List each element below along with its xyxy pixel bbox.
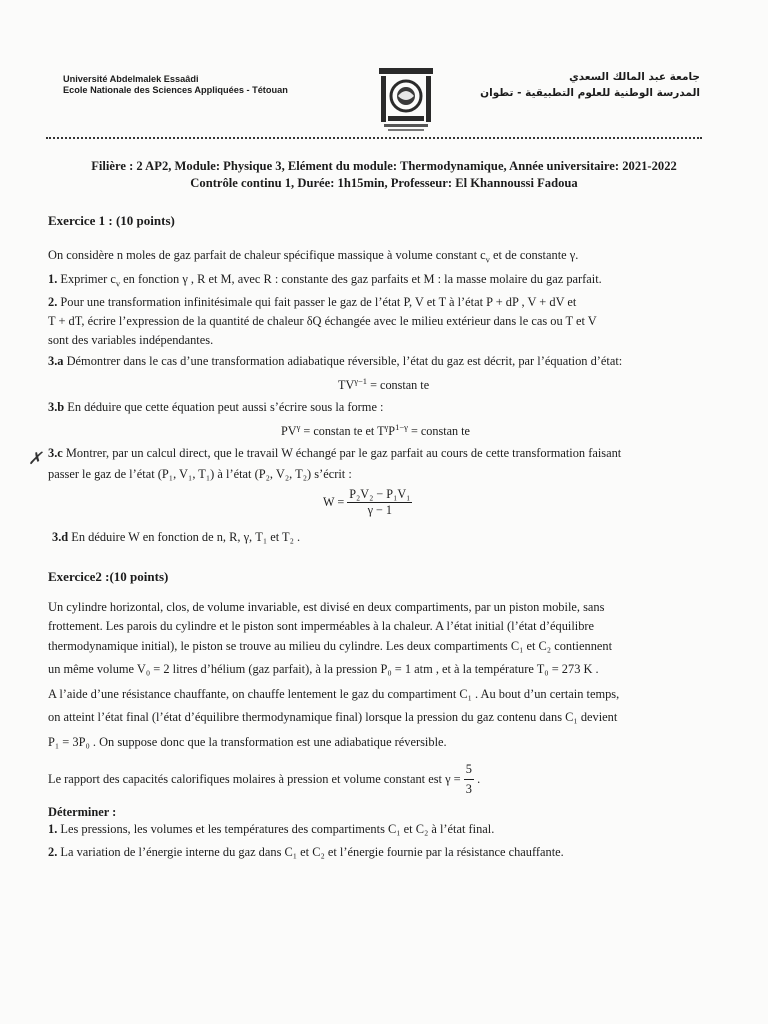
question-3d: 3.d En déduire W en fonction de n, R, γ, T₁ et T₂ . bbox=[52, 530, 301, 544]
equations-pv-tp: $PV^\gamma$ = constan te et $T^\gamma P^{1-\gamma}$ = constan te bbox=[281, 422, 470, 439]
question-2-line1: 2. Pour une transformation infinitésimale qui fait passer le gaz de l’état P, V et T à l’état P + dP , V + dV et bbox=[48, 295, 577, 309]
ex2-paragraph-line6: on atteint l’état final (l’état d’équilibre thermodynamique final) lorsque la pression du gaz contenu dans C₁ devient bbox=[48, 710, 618, 724]
header-divider bbox=[46, 137, 702, 139]
ex2-paragraph-line1: Un cylindre horizontal, clos, de volume invariable, est divisé en deux compartiments, par un piston mobile, sans bbox=[48, 600, 605, 614]
ex2-paragraph-line7: P₁ = 3P₀ . On suppose donc que la transformation est une adiabatique réversible. bbox=[48, 735, 447, 749]
ex2-question-1: 1. Les pressions, les volumes et les températures des compartiments C₁ et C₂ à l’état final. bbox=[48, 822, 495, 836]
determine-heading: Déterminer : bbox=[48, 805, 117, 819]
university-name-fr: Université Abdelmalek Essaâdi bbox=[63, 74, 199, 84]
intro-text: On considère n moles de gaz parfait de chaleur spécifique massique à volume constant bbox=[48, 248, 478, 262]
ex2-paragraph-line2: frottement. Les parois du cylindre et le piston sont imperméables à la chaleur. A l’état initial (l’état d’équilibre bbox=[48, 619, 595, 633]
gamma-ratio-line: Le rapport des capacités calorifiques molaires à pression et volume constant est γ = $\frac{5}{3}$ . bbox=[48, 760, 480, 799]
question-2-line3: sont des variables indépendantes. bbox=[48, 333, 214, 347]
ex2-paragraph-line5: A l’aide d’une résistance chauffante, on chauffe lentement le gaz du compartiment C₁ . Au bout d’un certain temps, bbox=[48, 687, 620, 701]
ex2-question-2: 2. La variation de l’énergie interne du gaz dans C₁ et C₂ et l’énergie fournie par la résistance chauffante. bbox=[48, 845, 564, 859]
intro-text-end: et de constante γ. bbox=[493, 248, 579, 262]
question-3c-line2: passer le gaz de l’état (P₁, V₁, T₁) à l’état (P₂, V₂, T₂) s’écrit : bbox=[48, 467, 352, 481]
handwritten-mark: ✗ bbox=[28, 449, 43, 469]
question-3c-line1: 3.c Montrer, par un calcul direct, que le travail W échangé par le gaz parfait au cours de cette transformation faisant bbox=[48, 446, 622, 460]
question-2-line2: T + dT, écrire l’expression de la quantité de chaleur δQ échangée avec le milieu extérieur dans le cas ou T et V bbox=[48, 314, 597, 328]
university-crest-logo bbox=[378, 66, 434, 136]
gamma-fraction: $\frac{5}{3}$ bbox=[465, 762, 472, 796]
exam-info-line: Contrôle continu 1, Durée: 1h15min, Professeur: El Khannoussi Fadoua bbox=[190, 176, 578, 190]
course-info-line: Filière : 2 AP2, Module: Physique 3, Elément du module: Thermodynamique, Année universitaire: 2021-2022 bbox=[91, 159, 677, 173]
school-name-fr: Ecole Nationale des Sciences Appliquées - Tétouan bbox=[63, 85, 288, 95]
university-name-ar: جامعة عبد المالك السعدي bbox=[569, 71, 700, 83]
question-3b: 3.b En déduire que cette équation peut aussi s’écrire sous la forme : bbox=[48, 400, 384, 414]
school-name-ar: المدرسة الوطنية للعلوم التطبيقية - تطوان bbox=[480, 87, 700, 99]
exercise2-title: Exercice2 :(10 points) bbox=[48, 569, 169, 584]
exercise1-title: Exercice 1 : (10 points) bbox=[48, 213, 175, 228]
work-fraction: $\frac{\text{P₂V₂ − P₁V₁}}{\gamma - 1}$ bbox=[349, 487, 411, 517]
ex2-paragraph-line3: thermodynamique initial), le piston se trouve au milieu du cylindre. Les deux compartiments C₁ et C₂ contiennent bbox=[48, 639, 613, 653]
equation-tv-gamma: $TV^{\gamma-1}$ = constan te bbox=[338, 376, 430, 393]
equation-work: W = $\frac{\text{P₂V₂ − P₁V₁}}{\gamma - 1}$ bbox=[323, 487, 411, 517]
exercise1-intro bbox=[48, 246, 578, 269]
question-1: 1. Exprimer $c_v$ en fonction γ , R et M, avec R : constante des gaz parfaits et M : la masse molaire du gaz parfait. bbox=[48, 272, 602, 289]
ex2-paragraph-line4: un même volume V₀ = 2 litres d’hélium (gaz parfait), à la pression P₀ = 1 atm , et à la température T₀ = 273 K . bbox=[48, 662, 599, 676]
question-3a: 3.a Démontrer dans le cas d’une transformation adiabatique réversible, l’état du gaz est décrit, par l’équation d’état: bbox=[48, 354, 623, 368]
cv-symbol: $c_v$ bbox=[480, 248, 490, 265]
